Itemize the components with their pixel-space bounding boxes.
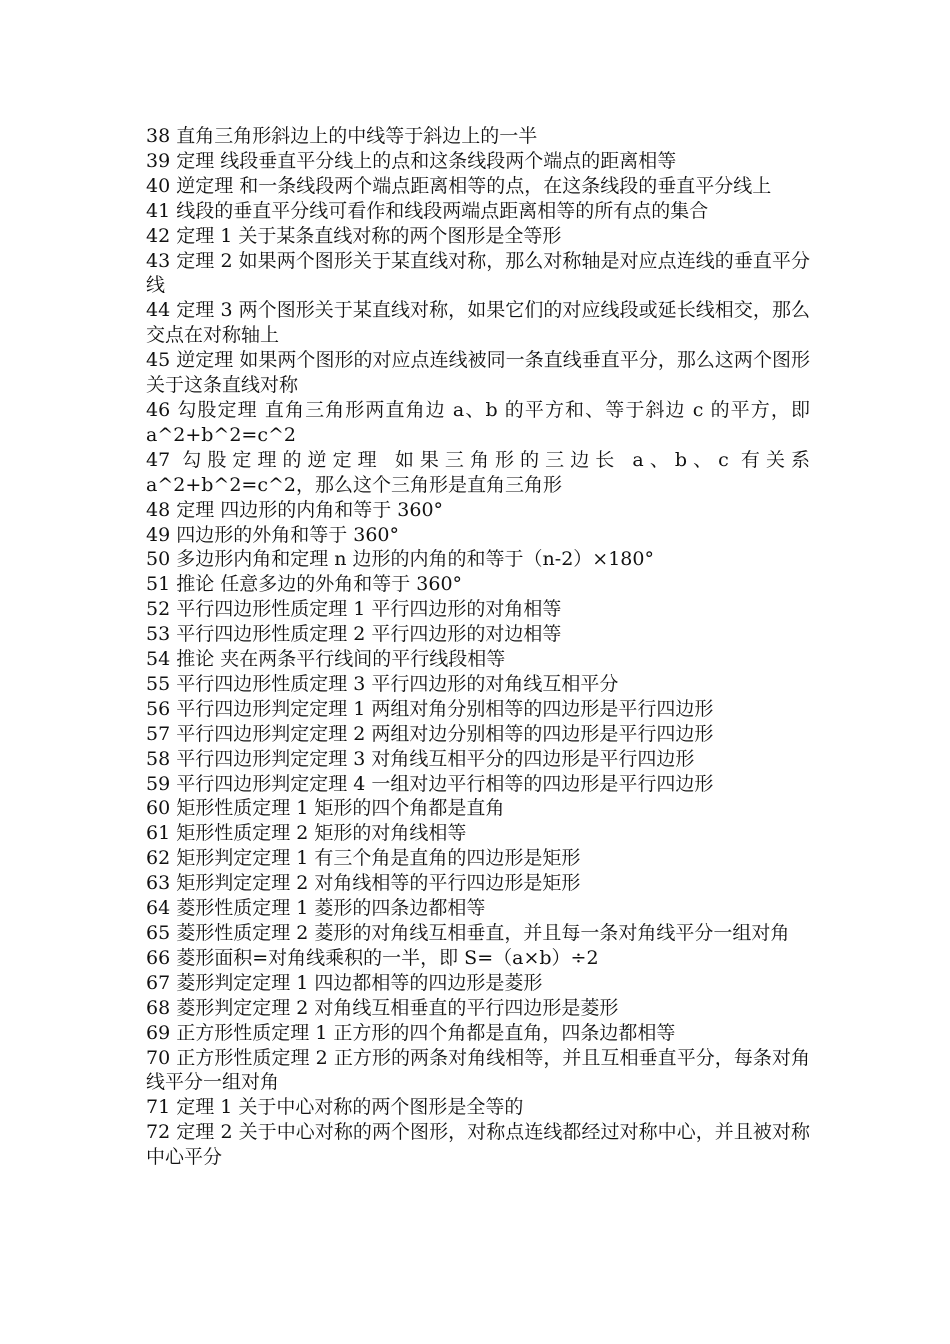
theorem-list xyxy=(146,124,810,1170)
theorem-item-40: 40 逆定理 和一条线段两个端点距离相等的点，在这条线段的垂直平分线上 xyxy=(146,174,772,197)
theorem-item-47: 47 勾股定理的逆定理 如果三角形的三边长 a、b、c 有关系 a^2+b^2=c^2，那么这个三角形是直角三角形 xyxy=(146,448,810,496)
theorem-item-45: 45 逆定理 如果两个图形的对应点连线被同一条直线垂直平分，那么这两个图形关于这条直线对称 xyxy=(146,349,810,397)
theorem-item-38: 38 直角三角形斜边上的中线等于斜边上的一半 xyxy=(146,125,538,147)
theorem-item-66: 66 菱形面积=对角线乘积的一半，即 S=（a×b）÷2 xyxy=(146,946,599,969)
theorem-item-65: 65 菱形性质定理 2 菱形的对角线互相垂直，并且每一条对角线平分一组对角 xyxy=(146,922,790,944)
theorem-item-67: 67 菱形判定定理 1 四边都相等的四边形是菱形 xyxy=(146,971,543,994)
theorem-item-69: 69 正方形性质定理 1 正方形的四个角都是直角，四条边都相等 xyxy=(146,1021,676,1044)
theorem-item-62: 62 矩形判定定理 1 有三个角是直角的四边形是矩形 xyxy=(146,847,581,870)
theorem-item-57: 57 平行四边形判定定理 2 两组对边分别相等的四边形是平行四边形 xyxy=(146,722,714,745)
theorem-item-54: 54 推论 夹在两条平行线间的平行线段相等 xyxy=(146,648,506,671)
theorem-item-63: 63 矩形判定定理 2 对角线相等的平行四边形是矩形 xyxy=(146,872,581,895)
theorem-item-56: 56 平行四边形判定定理 1 两组对角分别相等的四边形是平行四边形 xyxy=(146,697,714,720)
theorem-item-58: 58 平行四边形判定定理 3 对角线互相平分的四边形是平行四边形 xyxy=(146,747,695,770)
theorem-item-50: 50 多边形内角和定理 n 边形的内角的和等于（n-2）×180° xyxy=(146,548,654,571)
theorem-item-41: 41 线段的垂直平分线可看作和线段两端点距离相等的所有点的集合 xyxy=(146,199,709,222)
theorem-item-49: 49 四边形的外角和等于 360° xyxy=(146,523,400,546)
theorem-item-43: 43 定理 2 如果两个图形关于某直线对称，那么对称轴是对应点连线的垂直平分线 xyxy=(146,249,810,297)
theorem-item-52: 52 平行四边形性质定理 1 平行四边形的对角相等 xyxy=(146,598,562,621)
theorem-item-46: 46 勾股定理 直角三角形两直角边 a、b 的平方和、等于斜边 c 的平方，即 a^2+b^2=c^2 xyxy=(146,398,810,446)
theorem-item-42: 42 定理 1 关于某条直线对称的两个图形是全等形 xyxy=(146,224,562,247)
theorem-item-59: 59 平行四边形判定定理 4 一组对边平行相等的四边形是平行四边形 xyxy=(146,772,714,795)
theorem-item-44: 44 定理 3 两个图形关于某直线对称，如果它们的对应线段或延长线相交，那么交点在对称轴上 xyxy=(146,299,810,347)
theorem-item-70: 70 正方形性质定理 2 正方形的两条对角线相等，并且互相垂直平分，每条对角线平分一组对角 xyxy=(146,1046,810,1094)
theorem-item-60: 60 矩形性质定理 1 矩形的四个角都是直角 xyxy=(146,797,505,820)
theorem-item-64: 64 菱形性质定理 1 菱形的四条边都相等 xyxy=(146,897,486,920)
theorem-item-61: 61 矩形性质定理 2 矩形的对角线相等 xyxy=(146,822,467,845)
theorem-item-72: 72 定理 2 关于中心对称的两个图形，对称点连线都经过对称中心，并且被对称中心平分 xyxy=(146,1121,810,1169)
theorem-item-68: 68 菱形判定定理 2 对角线互相垂直的平行四边形是菱形 xyxy=(146,996,619,1019)
theorem-item-71: 71 定理 1 关于中心对称的两个图形是全等的 xyxy=(146,1096,524,1119)
theorem-item-48: 48 定理 四边形的内角和等于 360° xyxy=(146,498,444,521)
theorem-item-53: 53 平行四边形性质定理 2 平行四边形的对边相等 xyxy=(146,623,562,646)
theorem-item-39: 39 定理 线段垂直平分线上的点和这条线段两个端点的距离相等 xyxy=(146,149,677,172)
theorem-item-51: 51 推论 任意多边的外角和等于 360° xyxy=(146,573,463,596)
theorem-item-55: 55 平行四边形性质定理 3 平行四边形的对角线互相平分 xyxy=(146,672,619,695)
